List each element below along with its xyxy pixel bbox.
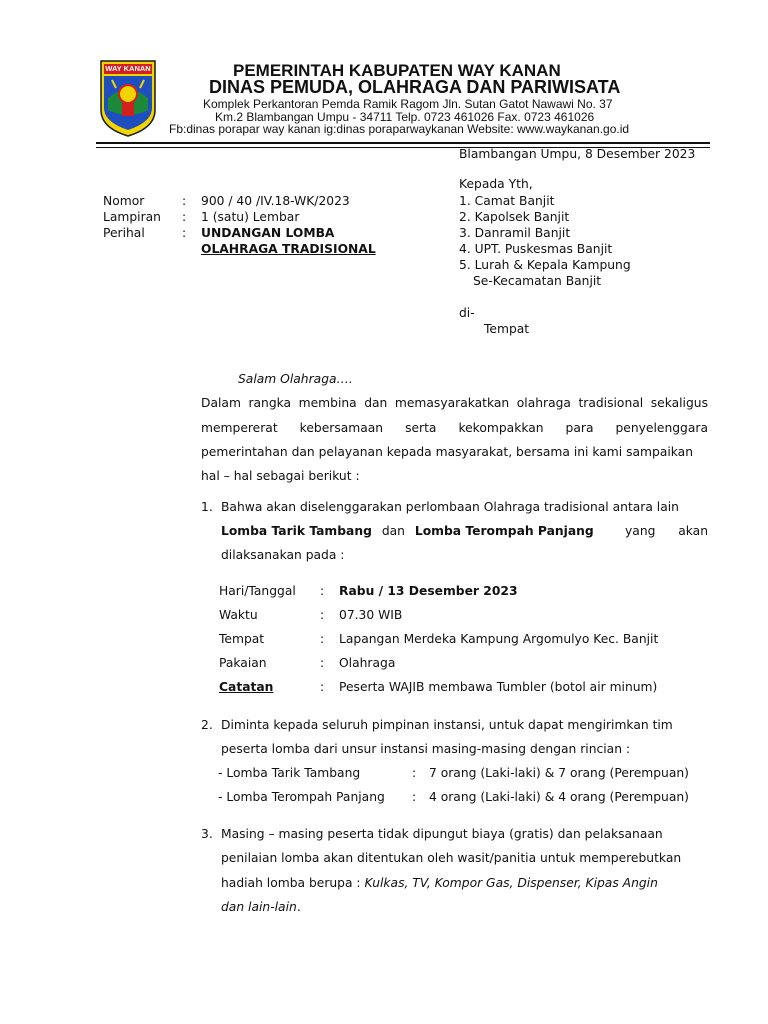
catatan-label: Catatan: [219, 680, 274, 694]
letterhead-agency: DINAS PEMUDA, OLAHRAGA DAN PARIWISATA: [209, 77, 621, 97]
event-terompah-panjang: Lomba Terompah Panjang: [414, 524, 594, 538]
quota-tarik-tambang-label: - Lomba Tarik Tambang: [218, 766, 361, 780]
point-1-word-dan: dan: [381, 524, 405, 538]
recipient-item: 1. Camat Banjit: [459, 194, 555, 208]
quota-terompah-value: 4 orang (Laki-laki) & 4 orang (Perempuan): [429, 790, 689, 804]
intro-word: memasyarakatkan: [394, 396, 510, 410]
point-2-line-2: peserta lomba dari unsur instansi masing-masing dengan rincian :: [221, 742, 631, 756]
catatan-colon: :: [320, 680, 325, 694]
point-1-line-3: dilaksanakan pada :: [221, 548, 345, 562]
intro-word: membina: [298, 396, 357, 410]
letterhead-rule-thick: [96, 142, 710, 144]
tempat-colon: :: [320, 632, 325, 646]
event-tarik-tambang: Lomba Tarik Tambang: [221, 524, 372, 538]
intro-word: olahraga: [516, 396, 571, 410]
quota-terompah-label: - Lomba Terompah Panjang: [218, 790, 385, 804]
point-3-line-3: [221, 876, 658, 890]
lampiran-value: 1 (satu) Lembar: [201, 210, 300, 224]
intro-line-2: [201, 421, 708, 435]
point-2-number: 2.: [201, 718, 213, 732]
intro-word: mempererat: [201, 421, 278, 435]
recipient-item: 5. Lurah & Kepala Kampung: [459, 258, 631, 272]
intro-line-4: hal – hal sebagai berikut :: [201, 469, 360, 483]
intro-word: penyelenggara: [615, 421, 708, 435]
recipient-tempat: Tempat: [484, 322, 530, 336]
perihal-value-line2: OLAHRAGA TRADISIONAL: [201, 242, 376, 256]
point-3-number: 3.: [201, 827, 213, 841]
intro-word: serta: [405, 421, 437, 435]
nomor-label: Nomor: [103, 194, 145, 208]
pakaian-value: Olahraga: [339, 656, 396, 670]
point-3-line-2: penilaian lomba akan ditentukan oleh wasit/panitia untuk memperebutkan: [221, 851, 682, 865]
recipient-item: 4. UPT. Puskesmas Banjit: [459, 242, 613, 256]
point-1-word-yang: yang: [625, 524, 656, 538]
quota-colon: :: [412, 766, 417, 780]
point-3-line-4: [221, 900, 301, 914]
hari-value: Rabu / 13 Desember 2023: [339, 584, 518, 598]
intro-word: tradisional: [578, 396, 644, 410]
catatan-value: Peserta WAJIB membawa Tumbler (botol air minum): [339, 680, 658, 694]
recipient-item: 2. Kapolsek Banjit: [459, 210, 570, 224]
prize-list-end: dan lain-lain: [221, 900, 297, 914]
intro-word: dan: [364, 396, 388, 410]
pakaian-label: Pakaian: [219, 656, 267, 670]
intro-line-1: [201, 396, 708, 410]
hari-label: Hari/Tanggal: [219, 584, 296, 598]
quota-colon: :: [412, 790, 417, 804]
recipient-di: di-: [459, 306, 475, 320]
point-1-line-2: [221, 524, 708, 538]
intro-word: Dalam: [201, 396, 241, 410]
prize-list: Kulkas, TV, Kompor Gas, Dispenser, Kipas Angin: [364, 876, 658, 890]
intro-line-3: pemerintahan dan pelayanan kepada masyarakat, bersama ini kami sampaikan: [201, 445, 694, 459]
recipient-item: Se-Kecamatan Banjit: [473, 274, 602, 288]
prize-intro: hadiah lomba berupa :: [221, 876, 365, 890]
point-1-line-1: Bahwa akan diselenggarakan perlombaan Olahraga tradisional antara lain: [221, 500, 679, 514]
intro-word: rangka: [248, 396, 292, 410]
letterhead-government: PEMERINTAH KABUPATEN WAY KANAN: [233, 61, 561, 80]
way-kanan-logo: [98, 58, 158, 138]
pakaian-colon: :: [320, 656, 325, 670]
letter-date: Blambangan Umpu, 8 Desember 2023: [459, 147, 696, 161]
perihal-colon: :: [182, 226, 187, 240]
waktu-colon: :: [320, 608, 325, 622]
hari-colon: :: [320, 584, 325, 598]
logo-text: WAY KANAN: [105, 64, 151, 73]
waktu-value: 07.30 WIB: [339, 608, 403, 622]
intro-word: sekaligus: [650, 396, 708, 410]
nomor-value: 900 / 40 /IV.18-WK/2023: [201, 194, 350, 208]
point-3-line-1: Masing – masing peserta tidak dipungut biaya (gratis) dan pelaksanaan: [221, 827, 663, 841]
nomor-colon: :: [182, 194, 187, 208]
waktu-label: Waktu: [219, 608, 258, 622]
intro-word: kekompakkan: [458, 421, 544, 435]
intro-word: para: [565, 421, 594, 435]
tempat-label: Tempat: [219, 632, 265, 646]
letterhead-address-1: Komplek Perkantoran Pemda Ramik Ragom Jln. Sutan Gatot Nawawi No. 37: [203, 97, 613, 111]
kepada-yth: Kepada Yth,: [459, 177, 533, 191]
lampiran-colon: :: [182, 210, 187, 224]
quota-tarik-tambang-value: 7 orang (Laki-laki) & 7 orang (Perempuan): [429, 766, 689, 780]
perihal-label: Perihal: [103, 226, 145, 240]
point-1-word-akan: akan: [678, 524, 708, 538]
letterhead-address-2: Km.2 Blambangan Umpu - 34711 Telp. 0723 461026 Fax. 0723 461026: [215, 110, 595, 124]
intro-word: kebersamaan: [299, 421, 384, 435]
prize-period: .: [296, 900, 301, 914]
letterhead-contacts: Fb:dinas porapar way kanan ig:dinas poraparwaykanan Website: www.waykanan.go.id: [169, 122, 630, 136]
greeting: Salam Olahraga….: [238, 372, 353, 386]
tempat-value: Lapangan Merdeka Kampung Argomulyo Kec. Banjit: [339, 632, 659, 646]
point-1-number: 1.: [201, 500, 213, 514]
point-2-line-1: Diminta kepada seluruh pimpinan instansi, untuk dapat mengirimkan tim: [221, 718, 673, 732]
lampiran-label: Lampiran: [103, 210, 161, 224]
perihal-value-line1: UNDANGAN LOMBA: [201, 226, 335, 240]
recipient-item: 3. Danramil Banjit: [459, 226, 571, 240]
